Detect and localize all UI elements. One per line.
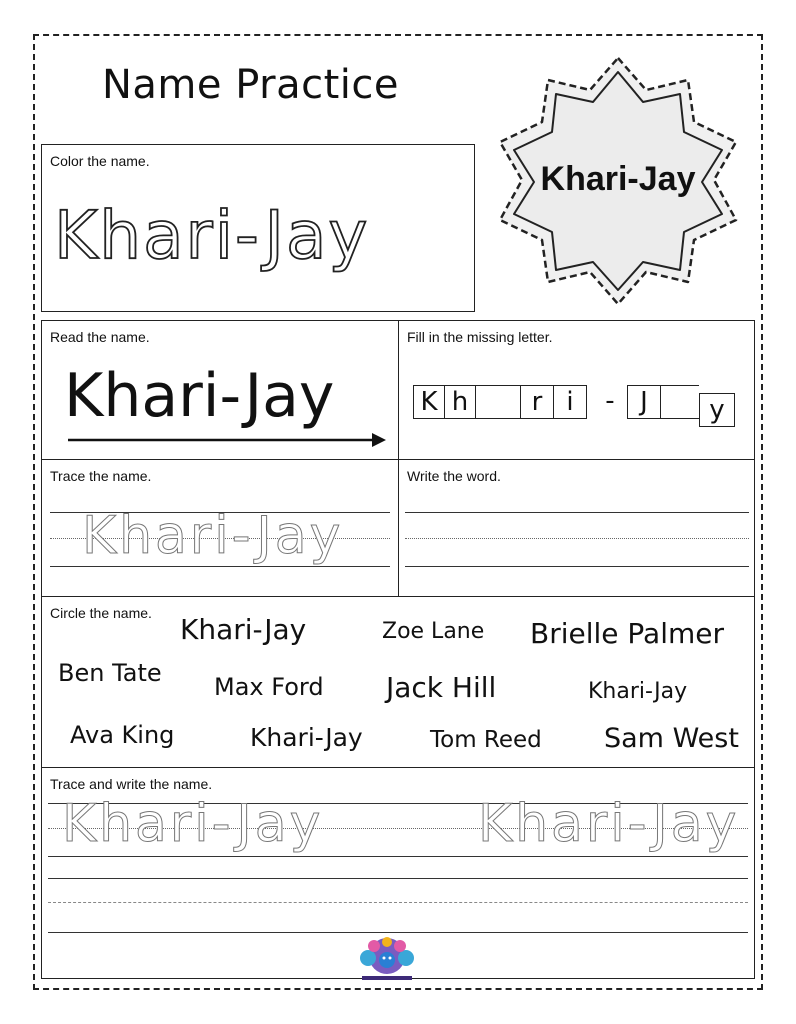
color-section-label: Color the name.	[50, 153, 150, 169]
name-option[interactable]: Jack Hill	[386, 671, 497, 704]
peacock-logo-icon	[352, 936, 422, 986]
letter-box: h	[444, 385, 476, 419]
letter-box: -	[605, 386, 615, 416]
trace-write-label: Trace and write the name.	[50, 776, 213, 792]
trace-name-2: Khari-Jay	[478, 794, 740, 854]
right-arrow-icon	[68, 431, 388, 449]
writing-line-top[interactable]	[48, 878, 748, 879]
writing-line-base	[48, 856, 748, 857]
name-option[interactable]: Max Ford	[214, 673, 324, 701]
read-name: Khari-Jay	[64, 361, 335, 431]
badge-name: Khari-Jay	[540, 160, 696, 198]
name-option[interactable]: Ava King	[70, 721, 175, 749]
name-option[interactable]: Brielle Palmer	[530, 617, 724, 650]
trace-name: Khari-Jay	[82, 506, 344, 566]
writing-line-mid	[405, 538, 749, 539]
name-option[interactable]: Zoe Lane	[382, 619, 485, 644]
missing-letter-section	[398, 320, 755, 460]
letter-blank[interactable]	[476, 385, 520, 419]
letter-blank[interactable]	[661, 385, 699, 419]
writing-line-base[interactable]	[48, 932, 748, 933]
writing-line-base[interactable]	[405, 566, 749, 567]
writing-line-top[interactable]	[405, 512, 749, 513]
read-section-label: Read the name.	[50, 329, 150, 345]
letter-box: i	[553, 385, 587, 419]
name-option[interactable]: Ben Tate	[58, 659, 162, 687]
writing-line-mid	[48, 902, 748, 903]
letter-box: y	[699, 393, 735, 427]
color-section	[41, 144, 475, 312]
trace-section-label: Trace the name.	[50, 468, 152, 484]
outline-name: Khari-Jay	[54, 197, 370, 274]
letter-box: K	[413, 385, 445, 419]
page-title: Name Practice	[102, 62, 399, 108]
write-section-label: Write the word.	[407, 468, 501, 484]
name-option[interactable]: Sam West	[604, 723, 739, 754]
writing-line-base	[50, 566, 390, 567]
read-section	[41, 320, 399, 460]
name-option[interactable]: Khari-Jay	[588, 679, 688, 704]
missing-letter-label: Fill in the missing letter.	[407, 329, 553, 345]
circle-section-label: Circle the name.	[50, 605, 152, 621]
trace-section	[41, 459, 399, 597]
letter-box: r	[520, 385, 554, 419]
name-option[interactable]: Tom Reed	[430, 727, 542, 753]
name-option[interactable]: Khari-Jay	[250, 723, 363, 752]
write-section	[398, 459, 755, 597]
letter-boxes	[413, 379, 743, 429]
trace-name-1: Khari-Jay	[62, 794, 324, 854]
name-option[interactable]: Khari-Jay	[180, 613, 307, 646]
letter-box: J	[627, 385, 661, 419]
circle-section	[41, 596, 755, 768]
